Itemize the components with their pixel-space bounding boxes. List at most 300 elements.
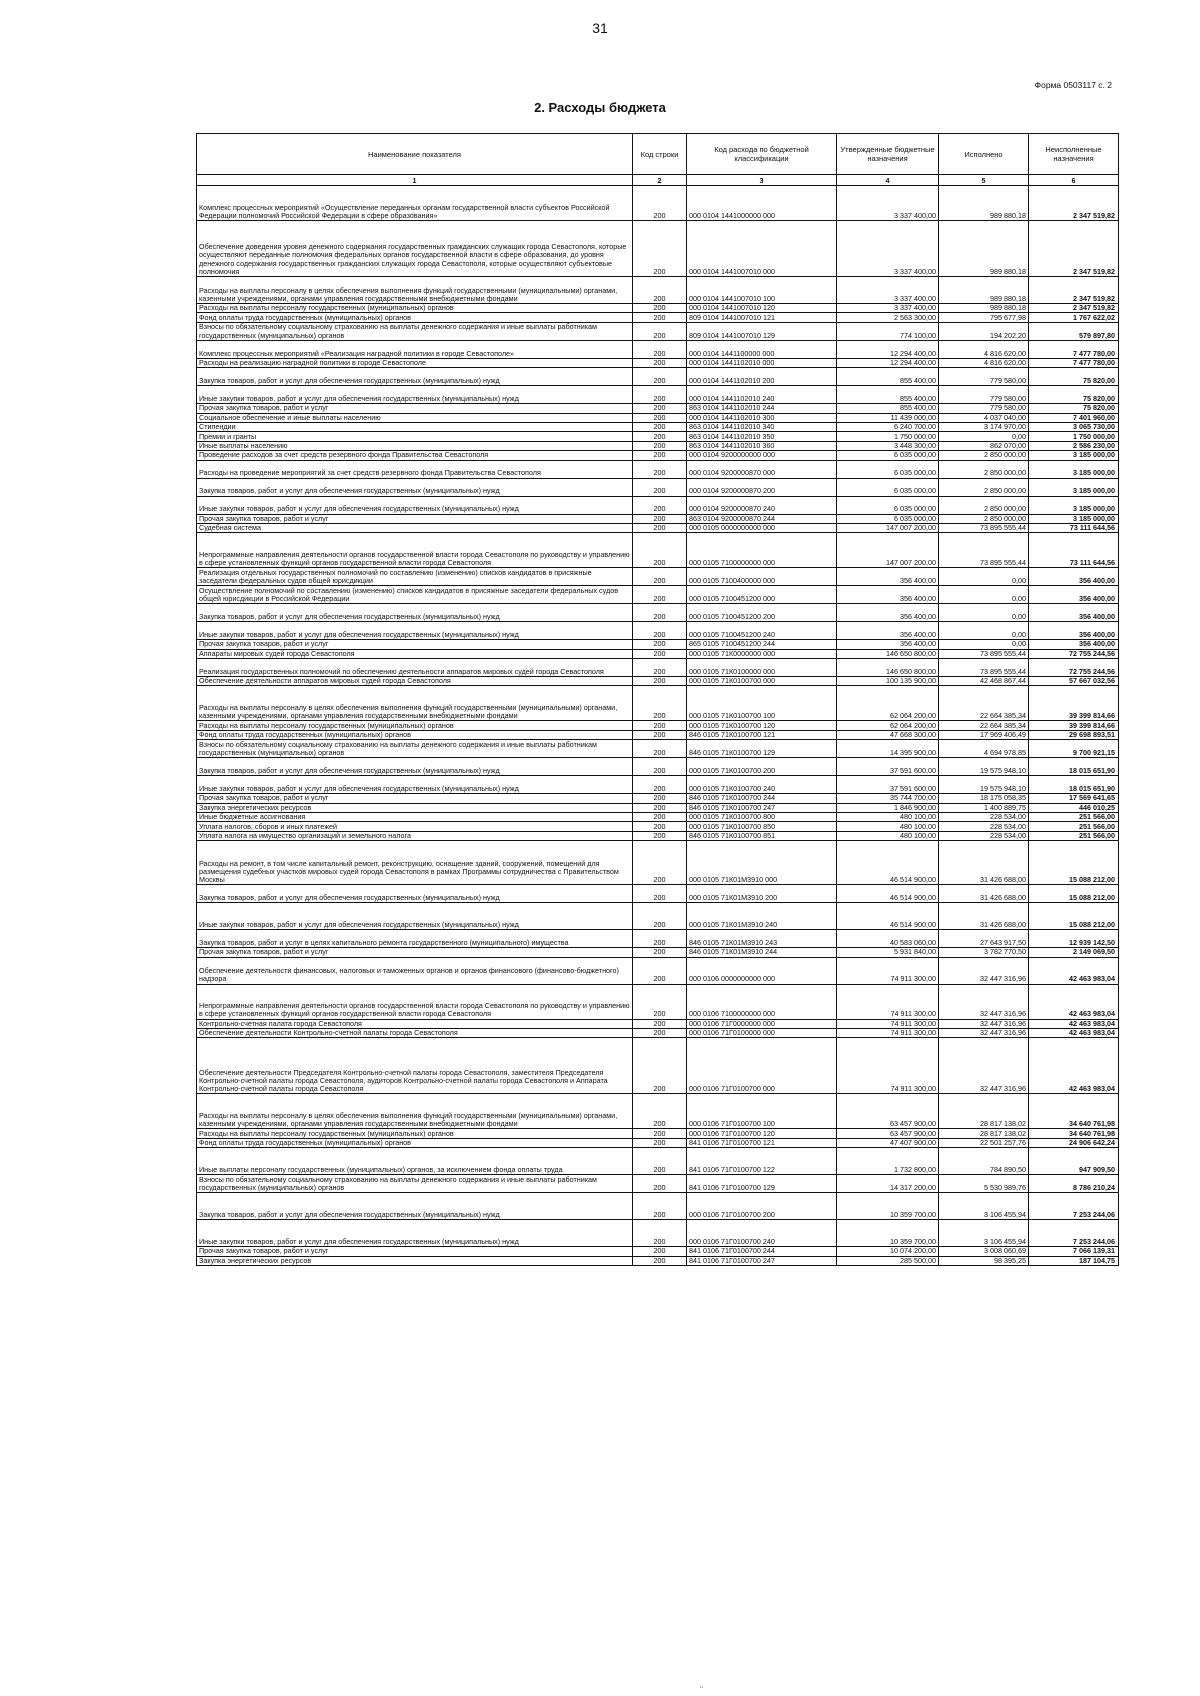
table-row xyxy=(197,1028,1119,1037)
row-unexecuted: 947 909,50 xyxy=(1029,1148,1119,1175)
row-name: Взносы по обязательному социальному страхованию на выплаты денежного содержания и иные выплаты работникам государственных (муниципальных) органов xyxy=(197,740,633,758)
row-name: Обеспечение деятельности аппаратов мировых судей города Севастополя xyxy=(197,677,633,686)
row-executed: 19 575 948,10 xyxy=(939,758,1029,776)
table-row xyxy=(197,1138,1119,1147)
row-line-code: 200 xyxy=(633,903,687,930)
row-name: Обеспечение деятельности Контрольно-счетной палаты города Севастополя xyxy=(197,1028,633,1037)
row-unexecuted: 73 111 644,56 xyxy=(1029,533,1119,568)
row-executed: 28 817 138,02 xyxy=(939,1129,1029,1138)
row-classification-code: 846 0105 71К0100700 129 xyxy=(687,740,837,758)
row-executed: 5 530 989,76 xyxy=(939,1175,1029,1193)
row-unexecuted: 24 906 642,24 xyxy=(1029,1138,1119,1147)
row-name: Закупка товаров, работ и услуг для обеспечения государственных (муниципальных) нужд xyxy=(197,478,633,496)
row-approved: 1 846 900,00 xyxy=(837,803,939,812)
row-approved: 356 400,00 xyxy=(837,586,939,604)
row-executed: 27 643 917,50 xyxy=(939,930,1029,948)
row-classification-code: 000 0104 1441102010 300 xyxy=(687,413,837,422)
table-row xyxy=(197,221,1119,277)
table-row xyxy=(197,948,1119,957)
row-approved: 1 732 800,00 xyxy=(837,1148,939,1175)
row-classification-code: 000 0106 71Г0100700 240 xyxy=(687,1220,837,1247)
row-approved: 480 100,00 xyxy=(837,813,939,822)
row-unexecuted: 39 399 814,66 xyxy=(1029,721,1119,730)
row-line-code: 200 xyxy=(633,677,687,686)
row-line-code: 200 xyxy=(633,496,687,514)
row-line-code: 200 xyxy=(633,568,687,586)
row-approved: 6 035 000,00 xyxy=(837,478,939,496)
row-classification-code: 000 0106 0000000000 000 xyxy=(687,957,837,984)
row-classification-code: 000 0105 0000000000 000 xyxy=(687,523,837,532)
row-name: Премии и гранты xyxy=(197,432,633,441)
table-row xyxy=(197,340,1119,358)
row-name: Иные закупки товаров, работ и услуг для обеспечения государственных (муниципальных) нужд xyxy=(197,386,633,404)
row-classification-code: 000 0105 7100000000 000 xyxy=(687,533,837,568)
row-approved: 35 744 700,00 xyxy=(837,794,939,803)
row-executed: 22 664 385,34 xyxy=(939,721,1029,730)
row-approved: 14 395 900,00 xyxy=(837,740,939,758)
row-line-code: 200 xyxy=(633,441,687,450)
row-classification-code: 000 0105 71К01М3910 000 xyxy=(687,841,837,885)
row-executed: 0,00 xyxy=(939,586,1029,604)
row-line-code: 200 xyxy=(633,322,687,340)
row-line-code: 200 xyxy=(633,1193,687,1220)
row-approved: 5 931 840,00 xyxy=(837,948,939,957)
row-line-code: 200 xyxy=(633,340,687,358)
row-classification-code: 000 0105 71К0100700 850 xyxy=(687,822,837,831)
table-row xyxy=(197,604,1119,622)
row-unexecuted: 446 010,25 xyxy=(1029,803,1119,812)
row-classification-code: 000 0105 71К0100700 100 xyxy=(687,686,837,721)
row-name: Расходы на проведение мероприятий за счет средств резервного фонда Правительства Севастополя xyxy=(197,460,633,478)
row-name: Уплата налогов, сборов и иных платежей xyxy=(197,822,633,831)
row-unexecuted: 75 820,00 xyxy=(1029,368,1119,386)
table-row xyxy=(197,514,1119,523)
row-line-code: 200 xyxy=(633,313,687,322)
table-row xyxy=(197,568,1119,586)
row-classification-code: 000 0105 7100451200 200 xyxy=(687,604,837,622)
row-executed: 989 880,18 xyxy=(939,186,1029,221)
row-classification-code: 809 0104 1441007010 121 xyxy=(687,313,837,322)
row-classification-code: 000 0104 9200000870 200 xyxy=(687,478,837,496)
table-row xyxy=(197,841,1119,885)
row-line-code: 200 xyxy=(633,622,687,640)
row-approved: 46 514 900,00 xyxy=(837,885,939,903)
row-approved: 10 359 700,00 xyxy=(837,1220,939,1247)
row-classification-code: 863 0104 1441102010 244 xyxy=(687,404,837,413)
row-executed: 2 850 000,00 xyxy=(939,451,1029,460)
row-unexecuted: 187 104,75 xyxy=(1029,1256,1119,1265)
table-row xyxy=(197,776,1119,794)
row-unexecuted: 3 185 000,00 xyxy=(1029,478,1119,496)
row-name: Иные бюджетные ассигнования xyxy=(197,813,633,822)
row-unexecuted: 8 786 210,24 xyxy=(1029,1175,1119,1193)
header-classification-code: Код расхода по бюджетной классификации xyxy=(687,134,837,175)
row-name: Комплекс процессных мероприятий «Осуществление переданных органам государственной власти субъектов Российской Федерации полномочий Российской Федерации в сфере образования» xyxy=(197,186,633,221)
row-name: Прочая закупка товаров, работ и услуг xyxy=(197,640,633,649)
row-unexecuted: 251 566,00 xyxy=(1029,822,1119,831)
row-classification-code: 000 0105 71К0100700 240 xyxy=(687,776,837,794)
row-classification-code: 000 0105 71К01М3910 200 xyxy=(687,885,837,903)
page-title: 2. Расходы бюджета xyxy=(534,100,666,115)
table-row xyxy=(197,686,1119,721)
row-classification-code: 000 0104 9200000000 000 xyxy=(687,451,837,460)
table-row xyxy=(197,885,1119,903)
row-approved: 47 407 900,00 xyxy=(837,1138,939,1147)
row-classification-code: 846 0105 71К01М3910 244 xyxy=(687,948,837,957)
row-executed: 32 447 316,96 xyxy=(939,1038,1029,1094)
row-line-code: 200 xyxy=(633,404,687,413)
row-executed: 779 580,00 xyxy=(939,386,1029,404)
row-unexecuted: 1 750 000,00 xyxy=(1029,432,1119,441)
table-row xyxy=(197,930,1119,948)
table-row xyxy=(197,523,1119,532)
row-classification-code: 000 0105 71К0100700 800 xyxy=(687,813,837,822)
row-executed: 989 880,18 xyxy=(939,277,1029,304)
row-unexecuted: 356 400,00 xyxy=(1029,586,1119,604)
row-name: Закупка товаров, работ и услуг для обеспечения государственных (муниципальных) нужд xyxy=(197,368,633,386)
table-row xyxy=(197,413,1119,422)
row-unexecuted: 2 149 069,50 xyxy=(1029,948,1119,957)
row-approved: 47 668 300,00 xyxy=(837,730,939,739)
table-row xyxy=(197,957,1119,984)
row-name: Закупка энергетических ресурсов xyxy=(197,803,633,812)
row-name: Проведение расходов за счет средств резервного фонда Правительства Севастополя xyxy=(197,451,633,460)
row-unexecuted: 7 477 780,00 xyxy=(1029,358,1119,367)
row-approved: 6 035 000,00 xyxy=(837,514,939,523)
row-classification-code: 000 0104 1441007010 100 xyxy=(687,277,837,304)
row-approved: 3 448 300,00 xyxy=(837,441,939,450)
row-classification-code: 000 0104 1441102010 240 xyxy=(687,386,837,404)
row-line-code: 200 xyxy=(633,948,687,957)
row-approved: 6 240 700,00 xyxy=(837,422,939,431)
table-row xyxy=(197,496,1119,514)
row-executed: 32 447 316,96 xyxy=(939,984,1029,1019)
row-approved: 774 100,00 xyxy=(837,322,939,340)
row-approved: 3 337 400,00 xyxy=(837,221,939,277)
row-classification-code: 000 0105 71К0000000 000 xyxy=(687,649,837,658)
table-row xyxy=(197,422,1119,431)
row-unexecuted: 3 065 730,00 xyxy=(1029,422,1119,431)
row-approved: 855 400,00 xyxy=(837,404,939,413)
column-number: 4 xyxy=(837,175,939,186)
row-executed: 0,00 xyxy=(939,640,1029,649)
row-classification-code: 000 0104 1441007010 120 xyxy=(687,304,837,313)
row-classification-code: 865 0105 7100451200 244 xyxy=(687,640,837,649)
row-unexecuted: 356 400,00 xyxy=(1029,568,1119,586)
row-unexecuted: 2 347 519,82 xyxy=(1029,277,1119,304)
row-classification-code: 000 0105 71К0100000 000 xyxy=(687,659,837,677)
table-row xyxy=(197,1247,1119,1256)
row-approved: 40 583 060,00 xyxy=(837,930,939,948)
row-name: Расходы на выплаты персоналу в целях обеспечения выполнения функций государственными (муниципальными) органами, казенными учреждениями, органами управления государственными внебюджетными фондами xyxy=(197,277,633,304)
row-executed: 42 468 867,44 xyxy=(939,677,1029,686)
row-name: Контрольно-счетная палата города Севастополя xyxy=(197,1019,633,1028)
row-classification-code: 000 0106 71Г0100700 100 xyxy=(687,1094,837,1129)
row-classification-code: 863 0104 9200000870 244 xyxy=(687,514,837,523)
header-unexecuted: Неисполненные назначения xyxy=(1029,134,1119,175)
column-number: 3 xyxy=(687,175,837,186)
row-classification-code: 863 0104 1441102010 360 xyxy=(687,441,837,450)
row-classification-code: 000 0104 1441100000 000 xyxy=(687,340,837,358)
row-executed: 73 895 555,44 xyxy=(939,659,1029,677)
row-classification-code: 841 0106 71Г0100700 244 xyxy=(687,1247,837,1256)
row-approved: 74 911 300,00 xyxy=(837,957,939,984)
header-approved: Утвержденные бюджетные назначения xyxy=(837,134,939,175)
table-row xyxy=(197,432,1119,441)
row-approved: 855 400,00 xyxy=(837,368,939,386)
row-classification-code: 000 0104 9200000870 240 xyxy=(687,496,837,514)
row-classification-code: 000 0106 71Г0100700 000 xyxy=(687,1038,837,1094)
row-line-code: 200 xyxy=(633,659,687,677)
row-approved: 74 911 300,00 xyxy=(837,984,939,1019)
row-name: Закупка товаров, работ и услуг в целях капитального ремонта государственного (муниципального) имущества xyxy=(197,930,633,948)
form-code: Форма 0503117 с. 2 xyxy=(1034,80,1112,90)
row-unexecuted: 251 566,00 xyxy=(1029,813,1119,822)
row-line-code: 200 xyxy=(633,803,687,812)
row-approved: 37 591 600,00 xyxy=(837,776,939,794)
row-classification-code: 846 0105 71К01М3910 243 xyxy=(687,930,837,948)
row-approved: 356 400,00 xyxy=(837,622,939,640)
row-unexecuted: 7 477 780,00 xyxy=(1029,340,1119,358)
row-name: Иные закупки товаров, работ и услуг для обеспечения государственных (муниципальных) нужд xyxy=(197,496,633,514)
row-executed: 73 895 555,44 xyxy=(939,649,1029,658)
row-line-code: 200 xyxy=(633,957,687,984)
table-body xyxy=(197,186,1119,1266)
row-classification-code: 000 0104 1441102010 000 xyxy=(687,358,837,367)
row-unexecuted: 15 088 212,00 xyxy=(1029,841,1119,885)
row-name: Осуществление полномочий по составлению (изменению) списков кандидатов в присяжные заседатели федеральных судов общей юрисдикции в Российской Федерации xyxy=(197,586,633,604)
row-classification-code: 000 0105 7100451200 000 xyxy=(687,586,837,604)
row-line-code: 200 xyxy=(633,930,687,948)
row-executed: 779 580,00 xyxy=(939,404,1029,413)
row-unexecuted: 15 088 212,00 xyxy=(1029,885,1119,903)
row-approved: 2 563 300,00 xyxy=(837,313,939,322)
table-row xyxy=(197,478,1119,496)
row-executed: 2 850 000,00 xyxy=(939,478,1029,496)
row-name: Комплекс процессных мероприятий «Реализация наградной политики в городе Севастополе» xyxy=(197,340,633,358)
row-unexecuted: 73 111 644,56 xyxy=(1029,523,1119,532)
row-approved: 63 457 900,00 xyxy=(837,1094,939,1129)
row-classification-code: 000 0106 71Г0100700 120 xyxy=(687,1129,837,1138)
row-executed: 32 447 316,96 xyxy=(939,1019,1029,1028)
row-approved: 855 400,00 xyxy=(837,386,939,404)
row-name: Реализация государственных полномочий по обеспечению деятельности аппаратов мировых судей города Севастополя xyxy=(197,659,633,677)
row-approved: 46 514 900,00 xyxy=(837,903,939,930)
row-approved: 100 135 900,00 xyxy=(837,677,939,686)
row-executed: 4 816 620,00 xyxy=(939,358,1029,367)
table-row xyxy=(197,831,1119,840)
row-name: Непрограммные направления деятельности органов государственной власти города Севастополя по руководству и управлению в сфере установленных функций органов государственной власти города Севастополя xyxy=(197,984,633,1019)
row-name: Закупка товаров, работ и услуг для обеспечения государственных (муниципальных) нужд xyxy=(197,885,633,903)
row-executed: 18 175 058,35 xyxy=(939,794,1029,803)
table-row xyxy=(197,640,1119,649)
row-name: Взносы по обязательному социальному страхованию на выплаты денежного содержания и иные выплаты работникам государственных (муниципальных) органов xyxy=(197,322,633,340)
table-row xyxy=(197,322,1119,340)
row-line-code: 200 xyxy=(633,533,687,568)
row-line-code: 200 xyxy=(633,413,687,422)
row-classification-code: 846 0105 71К0100700 244 xyxy=(687,794,837,803)
table-row xyxy=(197,659,1119,677)
table-row xyxy=(197,740,1119,758)
row-executed: 228 534,00 xyxy=(939,822,1029,831)
row-classification-code: 863 0104 1441102010 350 xyxy=(687,432,837,441)
row-line-code: 200 xyxy=(633,831,687,840)
row-classification-code: 000 0105 7100400000 000 xyxy=(687,568,837,586)
row-line-code: 200 xyxy=(633,730,687,739)
row-classification-code: 000 0106 71Г0100000 000 xyxy=(687,1028,837,1037)
row-name: Прочая закупка товаров, работ и услуг xyxy=(197,404,633,413)
row-executed: 22 664 385,34 xyxy=(939,686,1029,721)
row-executed: 779 580,00 xyxy=(939,368,1029,386)
row-name: Фонд оплаты труда государственных (муниципальных) органов xyxy=(197,730,633,739)
row-line-code: 200 xyxy=(633,1129,687,1138)
row-line-code: 200 xyxy=(633,984,687,1019)
table-row xyxy=(197,533,1119,568)
row-approved: 3 337 400,00 xyxy=(837,304,939,313)
row-unexecuted: 251 566,00 xyxy=(1029,831,1119,840)
row-approved: 3 337 400,00 xyxy=(837,277,939,304)
row-unexecuted: 72 755 244,56 xyxy=(1029,649,1119,658)
table-row xyxy=(197,1256,1119,1265)
row-executed: 0,00 xyxy=(939,604,1029,622)
row-name: Расходы на выплаты персоналу государственных (муниципальных) органов xyxy=(197,304,633,313)
row-executed: 3 782 770,50 xyxy=(939,948,1029,957)
row-unexecuted: 34 640 761,98 xyxy=(1029,1094,1119,1129)
row-line-code: 200 xyxy=(633,1038,687,1094)
table-row xyxy=(197,649,1119,658)
row-classification-code: 000 0104 1441007010 000 xyxy=(687,221,837,277)
row-executed: 73 895 555,44 xyxy=(939,523,1029,532)
row-name: Расходы на выплаты персоналу государственных (муниципальных) органов xyxy=(197,721,633,730)
scan-mark: ¨ xyxy=(700,1685,703,1695)
row-executed: 862 070,00 xyxy=(939,441,1029,450)
row-name: Закупка товаров, работ и услуг для обеспечения государственных (муниципальных) нужд xyxy=(197,1193,633,1220)
row-line-code: 200 xyxy=(633,358,687,367)
table-row xyxy=(197,186,1119,221)
row-unexecuted: 2 586 230,00 xyxy=(1029,441,1119,450)
row-name: Расходы на выплаты персоналу в целях обеспечения выполнения функций государственными (муниципальными) органами, казенными учреждениями, органами управления государственными внебюджетными фондами xyxy=(197,686,633,721)
row-line-code: 200 xyxy=(633,1148,687,1175)
row-approved: 62 064 200,00 xyxy=(837,721,939,730)
row-name: Иные выплаты персоналу государственных (муниципальных) органов, за исключением фонда оплаты труда xyxy=(197,1148,633,1175)
table-row xyxy=(197,721,1119,730)
table-row xyxy=(197,984,1119,1019)
table-row xyxy=(197,441,1119,450)
row-line-code: 200 xyxy=(633,1256,687,1265)
row-name: Иные закупки товаров, работ и услуг для обеспечения государственных (муниципальных) нужд xyxy=(197,903,633,930)
row-executed: 3 174 970,00 xyxy=(939,422,1029,431)
row-executed: 228 534,00 xyxy=(939,813,1029,822)
row-name: Закупка товаров, работ и услуг для обеспечения государственных (муниципальных) нужд xyxy=(197,758,633,776)
table-row xyxy=(197,677,1119,686)
row-line-code: 200 xyxy=(633,586,687,604)
row-approved: 46 514 900,00 xyxy=(837,841,939,885)
row-name: Иные выплаты населению xyxy=(197,441,633,450)
budget-expenses-table xyxy=(196,133,1119,1266)
row-line-code: 200 xyxy=(633,1028,687,1037)
row-classification-code: 846 0105 71К0100700 851 xyxy=(687,831,837,840)
row-unexecuted: 3 185 000,00 xyxy=(1029,460,1119,478)
row-approved: 6 035 000,00 xyxy=(837,451,939,460)
row-name: Иные закупки товаров, работ и услуг для обеспечения государственных (муниципальных) нужд xyxy=(197,1220,633,1247)
row-executed: 2 850 000,00 xyxy=(939,496,1029,514)
row-name: Судебная система xyxy=(197,523,633,532)
row-line-code: 200 xyxy=(633,514,687,523)
row-unexecuted: 9 700 921,15 xyxy=(1029,740,1119,758)
row-approved: 480 100,00 xyxy=(837,831,939,840)
row-name: Обеспечение деятельности финансовых, налоговых и таможенных органов и органов финансового (финансово-бюджетного) надзора xyxy=(197,957,633,984)
column-number: 2 xyxy=(633,175,687,186)
row-approved: 1 750 000,00 xyxy=(837,432,939,441)
table-row xyxy=(197,1094,1119,1129)
header-indicator-name: Наименование показателя xyxy=(197,134,633,175)
row-unexecuted: 356 400,00 xyxy=(1029,604,1119,622)
table-row xyxy=(197,1129,1119,1138)
row-unexecuted: 2 347 519,82 xyxy=(1029,221,1119,277)
table-row xyxy=(197,368,1119,386)
row-unexecuted: 7 253 244,06 xyxy=(1029,1220,1119,1247)
row-line-code: 200 xyxy=(633,1138,687,1147)
row-line-code: 200 xyxy=(633,386,687,404)
row-executed: 0,00 xyxy=(939,568,1029,586)
table-row xyxy=(197,622,1119,640)
row-line-code: 200 xyxy=(633,758,687,776)
table-row xyxy=(197,1038,1119,1094)
row-unexecuted: 356 400,00 xyxy=(1029,640,1119,649)
row-line-code: 200 xyxy=(633,451,687,460)
table-row xyxy=(197,730,1119,739)
table-row xyxy=(197,813,1119,822)
row-name: Реализация отдельных государственных полномочий по составлению (изменению) списков кандидатов в присяжные заседатели федеральных судов общей юрисдикции xyxy=(197,568,633,586)
table-row xyxy=(197,1220,1119,1247)
row-classification-code: 000 0105 7100451200 240 xyxy=(687,622,837,640)
row-line-code: 200 xyxy=(633,221,687,277)
row-line-code: 200 xyxy=(633,1094,687,1129)
row-unexecuted: 42 463 983,04 xyxy=(1029,984,1119,1019)
row-name: Иные закупки товаров, работ и услуг для обеспечения государственных (муниципальных) нужд xyxy=(197,622,633,640)
table-row xyxy=(197,1193,1119,1220)
row-executed: 194 202,20 xyxy=(939,322,1029,340)
row-approved: 74 911 300,00 xyxy=(837,1038,939,1094)
row-unexecuted: 7 253 244,06 xyxy=(1029,1193,1119,1220)
row-executed: 989 880,18 xyxy=(939,221,1029,277)
row-unexecuted: 7 401 960,00 xyxy=(1029,413,1119,422)
table-row xyxy=(197,1019,1119,1028)
row-approved: 74 911 300,00 xyxy=(837,1028,939,1037)
row-approved: 147 007 200,00 xyxy=(837,533,939,568)
row-executed: 3 106 455,94 xyxy=(939,1220,1029,1247)
table-row xyxy=(197,903,1119,930)
row-line-code: 200 xyxy=(633,813,687,822)
row-classification-code: 000 0105 71К0100700 000 xyxy=(687,677,837,686)
row-classification-code: 841 0106 71Г0100700 129 xyxy=(687,1175,837,1193)
column-number: 5 xyxy=(939,175,1029,186)
row-unexecuted: 18 015 651,90 xyxy=(1029,776,1119,794)
row-unexecuted: 42 463 983,04 xyxy=(1029,1028,1119,1037)
row-unexecuted: 356 400,00 xyxy=(1029,622,1119,640)
row-approved: 10 359 700,00 xyxy=(837,1193,939,1220)
row-line-code: 200 xyxy=(633,368,687,386)
row-classification-code: 846 0105 71К0100700 121 xyxy=(687,730,837,739)
row-approved: 10 074 200,00 xyxy=(837,1247,939,1256)
row-line-code: 200 xyxy=(633,604,687,622)
row-approved: 6 035 000,00 xyxy=(837,496,939,514)
row-name: Иные закупки товаров, работ и услуг для обеспечения государственных (муниципальных) нужд xyxy=(197,776,633,794)
table-header-row xyxy=(197,134,1119,175)
row-name: Прочая закупка товаров, работ и услуг xyxy=(197,948,633,957)
row-name: Уплата налога на имущество организаций и земельного налога xyxy=(197,831,633,840)
row-unexecuted: 2 347 519,82 xyxy=(1029,304,1119,313)
